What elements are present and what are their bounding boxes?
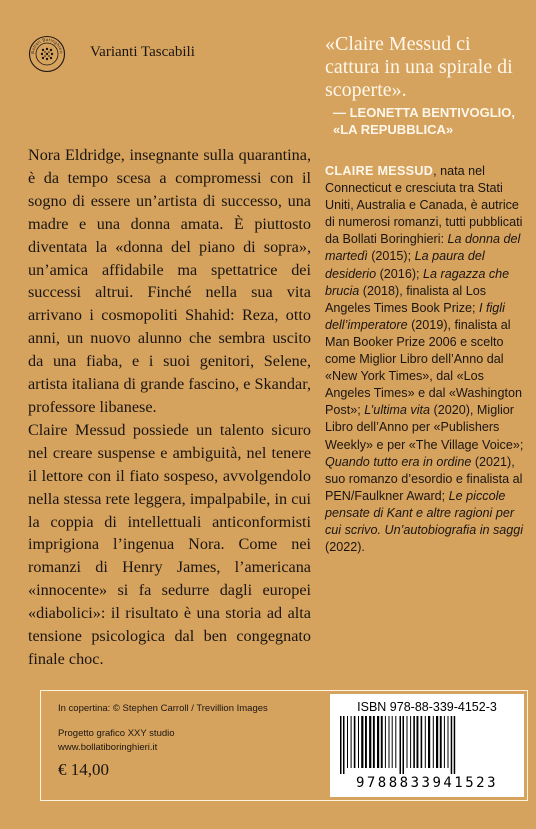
barcode-bar xyxy=(425,716,426,768)
barcode-bar xyxy=(351,716,352,768)
barcode-bar xyxy=(410,716,411,768)
book-title: I figli dell’imperatore xyxy=(325,300,505,332)
barcode-bar xyxy=(385,716,386,768)
quote-attribution xyxy=(333,104,533,138)
barcode-bar xyxy=(433,716,434,768)
barcode-bar xyxy=(421,716,423,768)
barcode-bar xyxy=(361,716,363,768)
barcode-bar xyxy=(428,716,430,768)
book-title: Quando tutto era in ordine xyxy=(325,454,472,469)
barcode-bars xyxy=(338,716,516,774)
barcode-bar xyxy=(389,716,390,768)
barcode-bar xyxy=(400,716,402,774)
barcode-bar xyxy=(417,716,419,768)
barcode-bar xyxy=(365,716,367,768)
bio-text: , nata nel Connecticut e cresciuta tra Stati Uniti, Australia e Canada, è autrice di numerosi romanzi, tutti pubblicati da Bollati Boringhieri: xyxy=(325,164,523,247)
quote-author: — LEONETTA BENTIVOGLIO, xyxy=(333,105,515,120)
book-title: La ragazza che brucia xyxy=(325,266,510,298)
synopsis-paragraph: Nora Eldridge, insegnante sulla quarantina, è da tempo scesa a compromessi con il sogno di essere un’artista di successo, una madre e una donna amata. È piuttosto diventata la «donna del piano di sopra», un’amica affidabile ma spettatrice dei successi altrui. Finché nella sua vita arrivano i cosmopoliti Shahid: Reza, otto anni, un nuovo alunno che sembra uscito da una fiaba, e i suoi genitori, Selene, artista italiana di grande fascino, e Skandar, professore libanese. xyxy=(28,146,311,416)
book-title: L’ultima vita xyxy=(364,403,431,418)
barcode-bar xyxy=(369,716,371,768)
barcode-bar xyxy=(440,716,442,768)
barcode-bar xyxy=(403,716,405,774)
barcode-bar xyxy=(377,716,379,768)
pull-quote: «Claire Messud ci cattura in una spirale di scoperte». xyxy=(325,33,513,101)
publisher-logo xyxy=(28,35,66,73)
book-title: La donna del martedì xyxy=(325,232,521,264)
seal-logo-icon xyxy=(28,35,66,73)
barcode-bar xyxy=(343,716,345,774)
barcode-bar xyxy=(340,716,342,774)
barcode-bar xyxy=(358,716,359,768)
isbn: ISBN 978-88-339-4152-3 xyxy=(357,700,497,714)
barcode-bar xyxy=(413,716,415,768)
design-credit: Progetto grafico XXY studio xyxy=(58,728,175,739)
barcode-bar xyxy=(395,716,396,768)
barcode-bar xyxy=(444,716,445,768)
bio-text: (2018), finalista al Los Angeles Times Book Prize; xyxy=(325,283,487,315)
barcode-bar xyxy=(354,716,356,768)
cover-credit: In copertina: © Stephen Carroll / Trevillion Images xyxy=(58,703,268,714)
svg-text:Bollati Boringhieri: Bollati Boringhieri xyxy=(29,36,65,55)
book-title: La paura del desiderio xyxy=(325,249,485,281)
book-title: Le piccole pensate di Kant e altre ragioni per cui scrivo. Un’autobiografia in saggi xyxy=(325,488,524,537)
synopsis xyxy=(28,144,311,671)
bio-text: (2020), Miglior Libro dell’Anno per «Publishers Weekly» e per «The Village Voice»; xyxy=(325,403,524,452)
bio-text: (2016); xyxy=(376,266,424,281)
quote-source: «LA REPUBBLICA» xyxy=(333,122,454,137)
bio-text: (2022). xyxy=(325,540,365,555)
ean-number: 9788833941523 xyxy=(355,775,499,791)
barcode-bar xyxy=(407,716,408,768)
author-bio xyxy=(325,163,530,556)
barcode-bar xyxy=(381,716,383,768)
bio-text: (2021), suo romanzo d’esordio e finalista al PEN/Faulkner Award; xyxy=(325,454,523,503)
barcode-bar xyxy=(392,716,393,768)
bio-text: (2019), finalista al Man Booker Prize 2006 e scelto come Miglior Libro dell’Anno dal «New York Times», dal «Los Angeles Times» e dal «Washington Post»; xyxy=(325,317,522,418)
barcode-bar xyxy=(451,716,453,774)
author-name: CLAIRE MESSUD xyxy=(325,164,434,178)
barcode-bar xyxy=(347,716,348,768)
bio-text: (2015); xyxy=(367,249,415,264)
barcode-bar xyxy=(373,716,375,768)
barcode xyxy=(330,694,524,797)
barcode-bar xyxy=(448,716,449,768)
series-name: Varianti Tascabili xyxy=(90,44,195,60)
price: € 14,00 xyxy=(58,760,109,779)
barcode-bar xyxy=(436,716,438,768)
barcode-bar xyxy=(454,716,456,774)
synopsis-paragraph: Claire Messud possiede un talento sicuro nel creare suspense e ambiguità, nel tenere il lettore con il fiato sospeso, avvolgendolo nella stessa rete leggera, impalpabile, in cui la coppia di intellettuali anticonformisti imprigiona l’ingenua Nora. Come nei romanzi di Henry James, l’americana «innocente» si fa sedurre dagli europei «diabolici»: il risultato è una storia ad alta tensione psicologica dal ben congegnato finale choc. xyxy=(28,420,311,668)
publisher-website: www.bollatiboringhieri.it xyxy=(58,742,158,753)
